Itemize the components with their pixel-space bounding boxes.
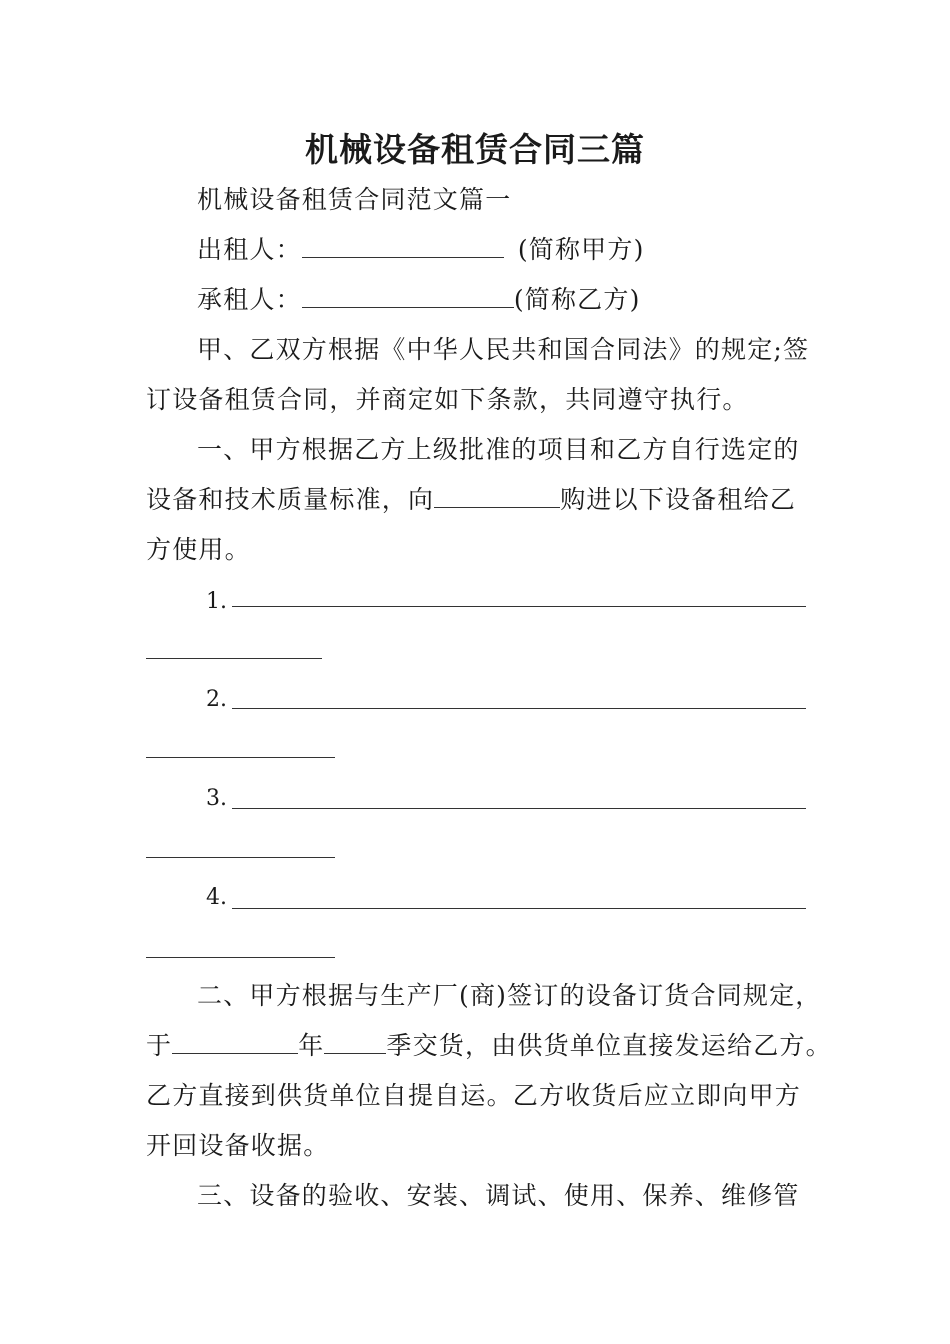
item-4-blank-continued: [146, 957, 335, 958]
lessee-label: 承租人：: [197, 285, 302, 314]
item-number-2: 2.: [206, 687, 227, 712]
lessor-line: [197, 234, 645, 266]
clause1-text-a: 设备和技术质量标准，向: [146, 485, 435, 514]
clause2-line-1: 二、甲方根据与生产厂(商)签订的设备订货合同规定，: [197, 981, 822, 1010]
intro-line-1: 甲、乙双方根据《中华人民共和国合同法》的规定;签: [197, 335, 810, 364]
clause2-text-a: 于: [146, 1031, 173, 1060]
clause1-line-2: [146, 484, 796, 516]
clause2-text-c: 季交货，由供货单位直接发运给乙方。: [386, 1031, 832, 1060]
clause2-text-b: 年: [298, 1031, 325, 1060]
item-3-blank-continued: [146, 857, 335, 858]
clause3-line-1: 三、设备的验收、安装、调试、使用、保养、维修管: [197, 1181, 800, 1210]
clause1-text-b: 购进以下设备租给乙: [560, 485, 797, 514]
lessor-suffix: (简称甲方): [517, 235, 645, 264]
lessee-suffix: (简称乙方): [513, 285, 641, 314]
document-title: 机械设备租赁合同三篇: [305, 130, 645, 169]
intro-line-2: 订设备租赁合同，并商定如下条款，共同遵守执行。: [146, 385, 749, 414]
lessor-blank: [302, 235, 504, 258]
item-number-3: 3.: [206, 786, 227, 811]
season-blank: [324, 1031, 386, 1054]
lessor-label: 出租人：: [197, 235, 302, 264]
item-2-blank: [232, 708, 806, 709]
item-3-blank: [232, 808, 806, 809]
lessee-line: [197, 284, 641, 316]
item-2-blank-continued: [146, 757, 335, 758]
clause2-line-3: 乙方直接到供货单位自提自运。乙方收货后应立即向甲方: [146, 1081, 802, 1110]
year-blank: [172, 1031, 298, 1054]
clause1-line-3: 方使用。: [146, 535, 251, 564]
clause1-line-1: 一、甲方根据乙方上级批准的项目和乙方自行选定的: [197, 435, 800, 464]
item-1-blank-continued: [146, 658, 322, 659]
item-number-1: 1.: [206, 589, 227, 614]
supplier-blank: [434, 485, 560, 508]
item-4-blank: [232, 908, 806, 909]
clause2-line-4: 开回设备收据。: [146, 1131, 330, 1160]
clause2-line-2: [146, 1030, 832, 1062]
item-number-4: 4.: [206, 885, 227, 910]
lessee-blank: [302, 285, 514, 308]
document-subtitle: 机械设备租赁合同范文篇一: [197, 185, 512, 214]
item-1-blank: [232, 606, 806, 607]
